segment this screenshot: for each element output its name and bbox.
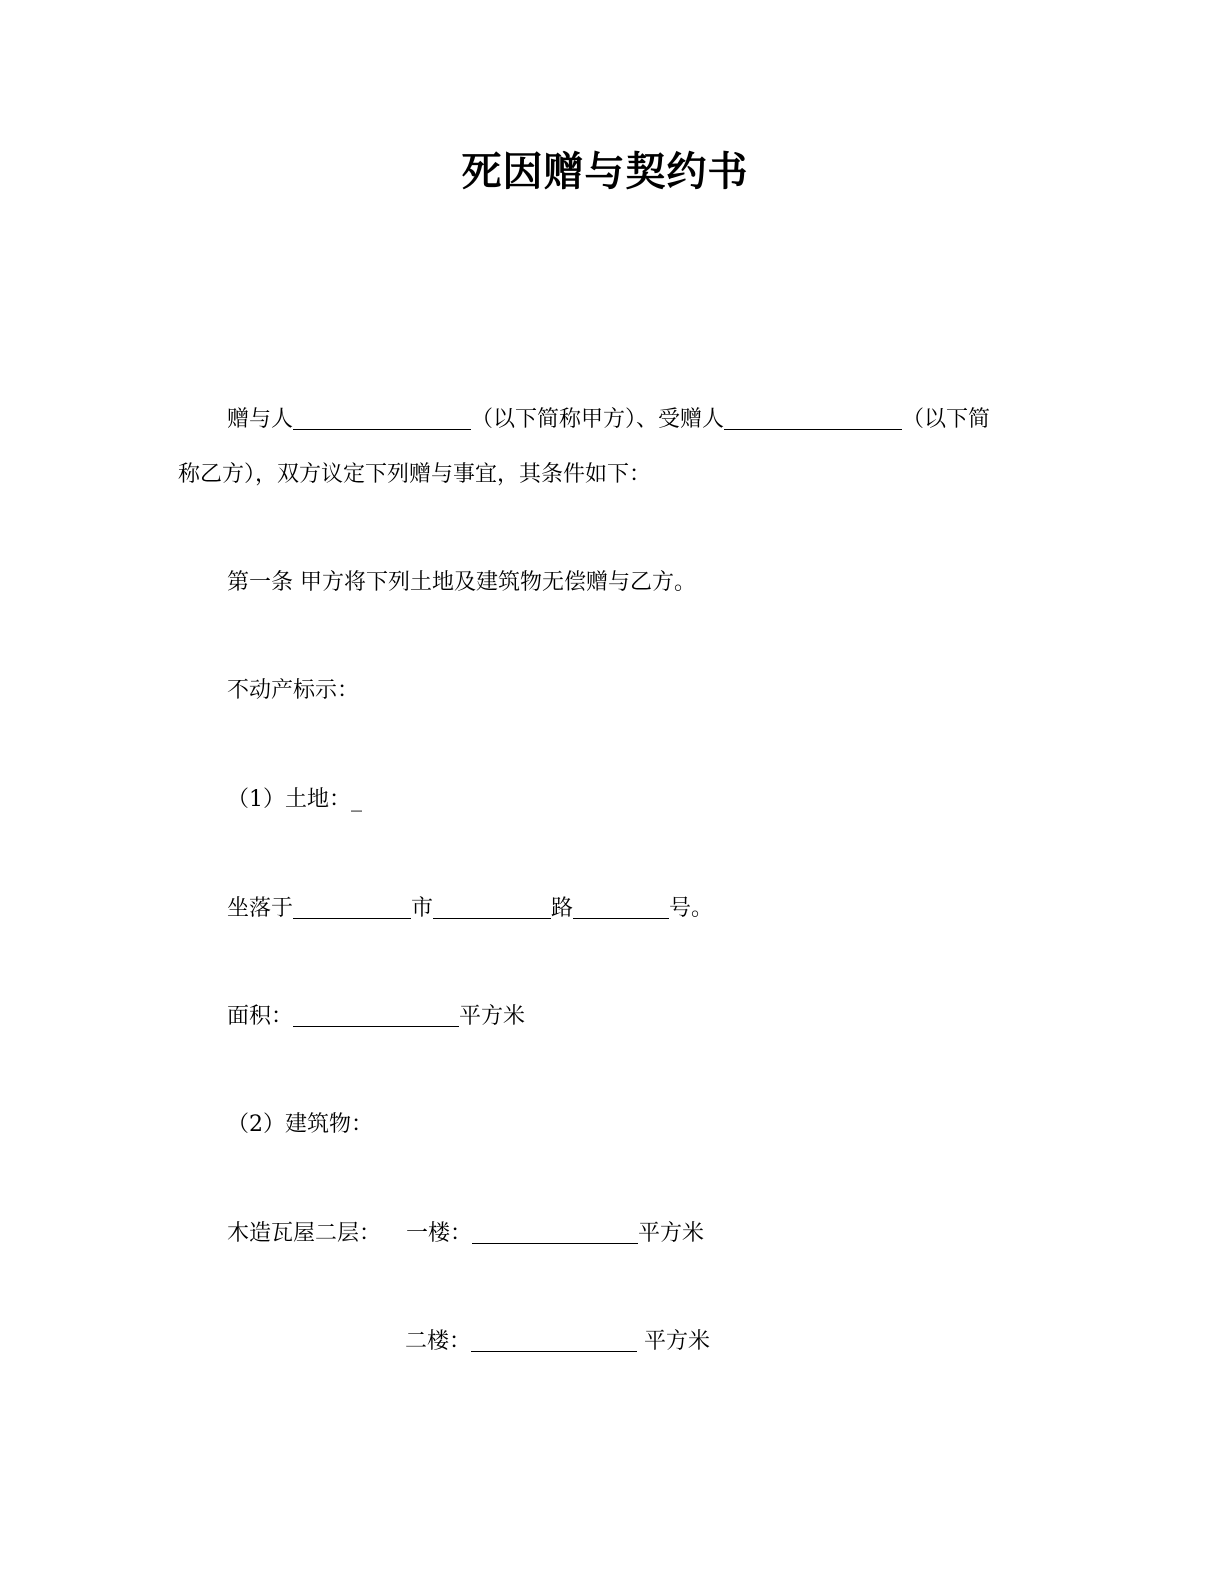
land-label: （1）土地：_ [227, 787, 362, 812]
document-title: 死因赠与契约书 [461, 149, 749, 195]
building-floor1-line [227, 1219, 704, 1249]
floor2-unit: 平方米 [637, 1329, 711, 1354]
location-prefix: 坐落于 [227, 896, 294, 921]
intro-line-1 [227, 405, 990, 435]
intro-abbr-text: （以下简 [902, 407, 991, 432]
building-label: （2）建筑物： [227, 1112, 373, 1137]
floor1-label: 一楼： [406, 1221, 473, 1246]
intro-donor-label: 赠与人 [227, 407, 294, 432]
recipient-name-blank [724, 407, 902, 430]
area-blank [293, 1004, 459, 1027]
road-blank [433, 896, 551, 919]
building-floor2-line [405, 1327, 710, 1357]
area-label: 面积： [227, 1004, 294, 1029]
donor-name-blank [293, 407, 471, 430]
number-blank [573, 896, 669, 919]
article-1: 第一条 甲方将下列土地及建筑物无偿赠与乙方。 [227, 570, 696, 595]
floor2-label: 二楼： [405, 1329, 472, 1354]
floor2-blank [471, 1329, 637, 1352]
road-suffix: 路 [551, 896, 574, 921]
number-suffix: 号。 [669, 896, 714, 921]
floor1-unit: 平方米 [638, 1221, 705, 1246]
intro-line-2: 称乙方），双方议定下列赠与事宜，其条件如下： [178, 462, 652, 487]
building-type: 木造瓦屋二层： [227, 1221, 382, 1246]
intro-recipient-label: （以下简称甲方）、受赠人 [471, 407, 725, 432]
land-location-line [227, 894, 713, 924]
land-area-line [227, 1002, 525, 1032]
floor1-blank [472, 1221, 638, 1244]
city-blank [293, 896, 411, 919]
real-estate-label: 不动产标示： [227, 678, 360, 703]
area-unit: 平方米 [459, 1004, 526, 1029]
city-suffix: 市 [411, 896, 434, 921]
